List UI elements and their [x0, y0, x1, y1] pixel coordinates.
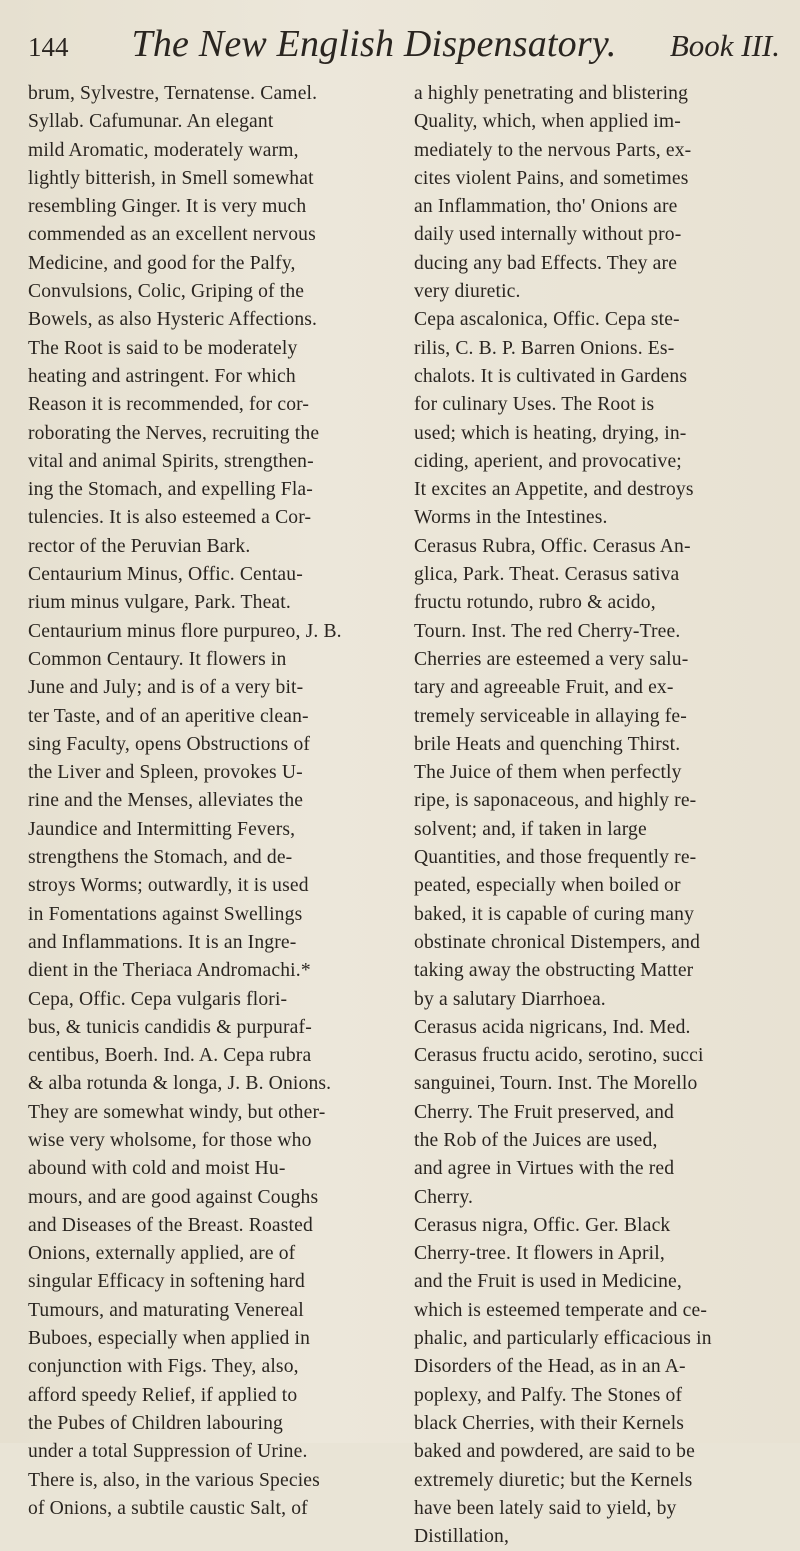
text-line: solvent; and, if taken in large: [414, 818, 647, 840]
text-line: tulencies. It is also esteemed a Cor-: [28, 507, 312, 529]
text-line: mediately to the nervous Parts, ex-: [414, 139, 692, 161]
text-line: sanguinei, Tourn. Inst. The Morello: [414, 1073, 698, 1095]
text-line: fructu rotundo, rubro & acido,: [414, 592, 656, 614]
text-line: phalic, and particularly efficacious in: [414, 1328, 712, 1350]
text-line: baked and powdered, are said to be: [414, 1441, 695, 1463]
text-line: commended as an excellent nervous: [28, 224, 316, 246]
text-line: ripe, is saponaceous, and highly re-: [414, 790, 697, 812]
text-line: under a total Suppression of Urine.: [28, 1441, 308, 1463]
text-line: The Root is said to be moderately: [28, 337, 298, 359]
text-line: There is, also, in the various Species: [28, 1469, 320, 1491]
text-line: ter Taste, and of an aperitive clean-: [28, 705, 309, 727]
text-line: singular Efficacy in softening hard: [28, 1271, 305, 1293]
text-line: stroys Worms; outwardly, it is used: [28, 875, 309, 897]
right-column: [414, 80, 780, 1551]
text-line: roborating the Nerves, recruiting the: [28, 422, 320, 444]
text-line: tary and agreeable Fruit, and ex-: [414, 677, 674, 699]
text-line: Reason it is recommended, for cor-: [28, 394, 310, 416]
text-line: rector of the Peruvian Bark.: [28, 535, 251, 557]
text-line: rilis, C. B. P. Barren Onions. Es-: [414, 337, 675, 359]
text-line: Medicine, and good for the Palfy,: [28, 252, 296, 274]
text-columns: [28, 80, 780, 1551]
text-line: lightly bitterish, in Smell somewhat: [28, 167, 314, 189]
text-line: peated, especially when boiled or: [414, 875, 681, 897]
text-line: brile Heats and quenching Thirst.: [414, 733, 681, 755]
text-line: rium minus vulgare, Park. Theat.: [28, 592, 291, 614]
text-line: poplexy, and Palfy. The Stones of: [414, 1384, 683, 1406]
text-line: Disorders of the Head, as in an A-: [414, 1356, 686, 1378]
text-line: Buboes, especially when applied in: [28, 1328, 311, 1350]
text-line: in Fomentations against Swellings: [28, 903, 303, 925]
text-line: Jaundice and Intermitting Fevers,: [28, 818, 296, 840]
text-line: Quality, which, when applied im-: [414, 111, 681, 133]
text-line: Syllab. Cafumunar. An elegant: [28, 111, 274, 133]
text-line: rine and the Menses, alleviates the: [28, 790, 304, 812]
text-line: obstinate chronical Distempers, and: [414, 931, 701, 953]
text-line: black Cherries, with their Kernels: [414, 1412, 685, 1434]
text-line: conjunction with Figs. They, also,: [28, 1356, 299, 1378]
text-line: of Onions, a subtile caustic Salt, of: [28, 1497, 308, 1519]
text-line: Onions, externally applied, are of: [28, 1243, 296, 1265]
text-line: cites violent Pains, and sometimes: [414, 167, 689, 189]
text-line: ing the Stomach, and expelling Fla-: [28, 479, 313, 501]
text-line: sing Faculty, opens Obstructions of: [28, 733, 311, 755]
text-line: They are somewhat windy, but other-: [28, 1101, 326, 1123]
page-number: 144: [28, 32, 69, 62]
text-line: tremely serviceable in allaying fe-: [414, 705, 687, 727]
text-line: extremely diuretic; but the Kernels: [414, 1469, 693, 1491]
page-header: [28, 22, 780, 74]
text-line: the Rob of the Juices are used,: [414, 1129, 658, 1151]
text-line: and Diseases of the Breast. Roasted: [28, 1214, 313, 1236]
text-line: Cerasus Rubra, Offic. Cerasus An-: [414, 535, 691, 557]
text-line: Centaurium minus flore purpureo, J. B.: [28, 620, 342, 642]
text-line: ducing any bad Effects. They are: [414, 252, 678, 274]
text-line: an Inflammation, tho' Onions are: [414, 196, 678, 218]
text-line: mild Aromatic, moderately warm,: [28, 139, 299, 161]
text-line: Centaurium Minus, Offic. Centau-: [28, 564, 303, 586]
text-line: glica, Park. Theat. Cerasus sativa: [414, 564, 680, 586]
text-line: Cerasus acida nigricans, Ind. Med.: [414, 1016, 691, 1038]
text-line: the Pubes of Children labouring: [28, 1412, 283, 1434]
text-line: Cherries are esteemed a very salu-: [414, 648, 689, 670]
text-line: Convulsions, Colic, Griping of the: [28, 281, 305, 303]
text-line: & alba rotunda & longa, J. B. Onions.: [28, 1073, 332, 1095]
text-line: afford speedy Relief, if applied to: [28, 1384, 298, 1406]
text-line: Tourn. Inst. The red Cherry-Tree.: [414, 620, 681, 642]
text-line: Cherry-tree. It flowers in April,: [414, 1243, 665, 1265]
text-line: brum, Sylvestre, Ternatense. Camel.: [28, 83, 318, 104]
text-line: Cepa, Offic. Cepa vulgaris flori-: [28, 988, 288, 1010]
text-line: Distillation,: [414, 1526, 510, 1548]
running-title: The New English Dispensatory.: [131, 23, 617, 65]
book-label: Book III.: [669, 28, 780, 63]
text-line: and agree in Virtues with the red: [414, 1158, 675, 1180]
text-line: June and July; and is of a very bit-: [28, 677, 304, 699]
text-line: used; which is heating, drying, in-: [414, 422, 687, 444]
text-line: a highly penetrating and blistering: [414, 83, 689, 104]
text-line: daily used internally without pro-: [414, 224, 682, 246]
text-line: Cepa ascalonica, Offic. Cepa ste-: [414, 309, 680, 331]
text-line: It excites an Appetite, and destroys: [414, 479, 694, 501]
text-line: baked, it is capable of curing many: [414, 903, 695, 925]
text-line: centibus, Boerh. Ind. A. Cepa rubra: [28, 1045, 312, 1067]
text-line: Common Centaury. It flowers in: [28, 648, 287, 670]
text-line: chalots. It is cultivated in Gardens: [414, 365, 688, 387]
text-line: Worms in the Intestines.: [414, 507, 608, 529]
text-line: heating and astringent. For which: [28, 365, 296, 387]
text-line: resembling Ginger. It is very much: [28, 196, 307, 218]
text-line: the Liver and Spleen, provokes U-: [28, 762, 303, 784]
text-line: ciding, aperient, and provocative;: [414, 450, 682, 472]
text-line: taking away the obstructing Matter: [414, 960, 694, 982]
text-line: strengthens the Stomach, and de-: [28, 847, 293, 869]
text-line: which is esteemed temperate and ce-: [414, 1299, 708, 1321]
text-line: abound with cold and moist Hu-: [28, 1158, 286, 1180]
text-line: and the Fruit is used in Medicine,: [414, 1271, 682, 1293]
text-line: bus, & tunicis candidis & purpuraf-: [28, 1016, 312, 1038]
text-line: Cerasus nigra, Offic. Ger. Black: [414, 1214, 671, 1236]
text-line: wise very wholsome, for those who: [28, 1129, 312, 1151]
text-line: Bowels, as also Hysteric Affections.: [28, 309, 318, 331]
text-line: The Juice of them when perfectly: [414, 762, 682, 784]
text-line: Tumours, and maturating Venereal: [28, 1299, 304, 1321]
left-column: [28, 80, 394, 1551]
text-line: Cherry.: [414, 1186, 474, 1208]
text-line: by a salutary Diarrhoea.: [414, 988, 606, 1010]
text-line: vital and animal Spirits, strengthen-: [28, 450, 314, 472]
text-line: very diuretic.: [414, 281, 521, 303]
text-line: Cherry. The Fruit preserved, and: [414, 1101, 674, 1123]
text-line: mours, and are good against Coughs: [28, 1186, 319, 1208]
text-line: Quantities, and those frequently re-: [414, 847, 697, 869]
text-line: for culinary Uses. The Root is: [414, 394, 655, 416]
text-line: Cerasus fructu acido, serotino, succi: [414, 1045, 704, 1067]
text-line: dient in the Theriaca Andromachi.*: [28, 960, 311, 982]
text-line: have been lately said to yield, by: [414, 1497, 677, 1519]
text-line: and Inflammations. It is an Ingre-: [28, 931, 297, 953]
